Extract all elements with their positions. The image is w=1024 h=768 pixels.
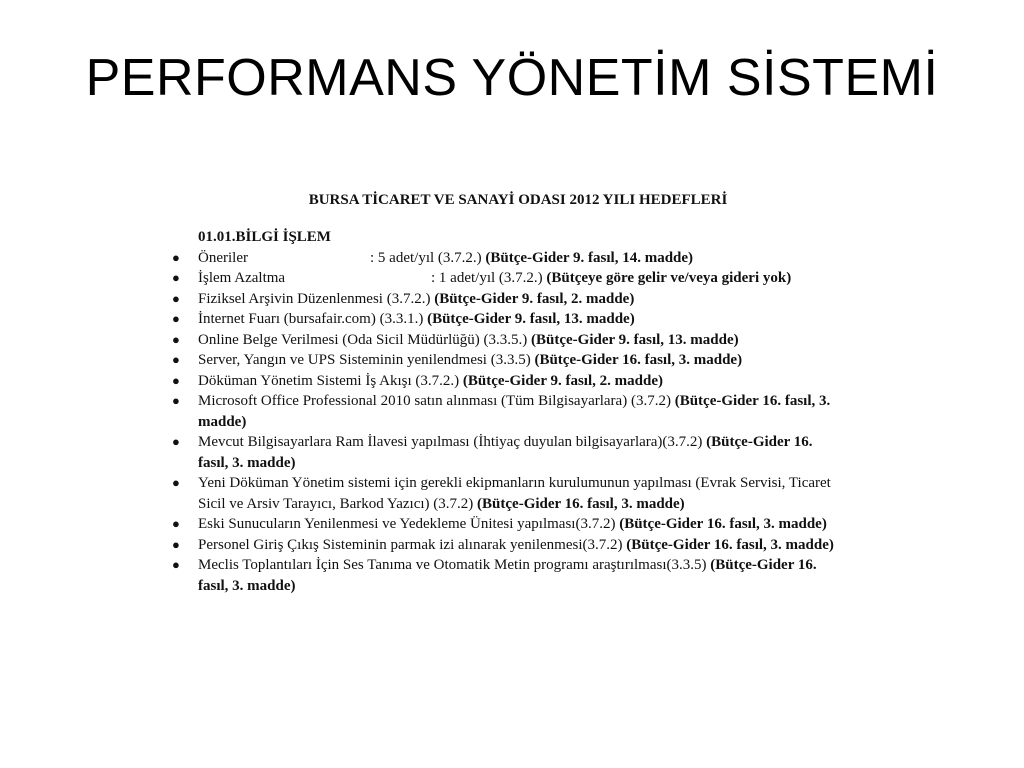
bullet-icon: ● xyxy=(172,557,180,572)
document-scan xyxy=(168,190,858,690)
list-item xyxy=(168,248,838,269)
bullet-icon: ● xyxy=(172,475,180,490)
item-text: Personel Giriş Çıkış Sisteminin parmak izi alınarak yenilenmesi(3.7.2) xyxy=(198,536,627,553)
item-budget: (Bütçe-Gider 9. fasıl, 2. madde) xyxy=(462,372,663,389)
list-item xyxy=(168,473,838,514)
bullet-icon: ● xyxy=(172,434,180,449)
item-budget: (Bütçeye göre gelir ve/veya gideri yok) xyxy=(546,270,792,286)
item-budget: (Bütçe-Gider 9. fasıl, 14. madde) xyxy=(485,249,694,266)
bullet-icon: ● xyxy=(172,516,180,531)
item-budget: (Bütçe-Gider 16. fasıl, 3. madde) xyxy=(198,557,817,594)
slide-title: PERFORMANS YÖNETİM SİSTEMİ xyxy=(85,49,939,107)
bullet-icon: ● xyxy=(172,249,180,265)
item-budget: (Bütçe-Gider 16. fasıl, 3. madde) xyxy=(534,352,743,368)
bullet-icon: ● xyxy=(172,372,180,388)
item-budget: (Bütçe-Gider 16. fasıl, 3. madde) xyxy=(198,434,813,471)
item-text: Fiziksel Arşivin Düzenlenmesi (3.7.2.) xyxy=(198,290,435,307)
item-text: : 5 adet/yıl (3.7.2.) xyxy=(370,249,486,266)
bullet-icon: ● xyxy=(172,536,180,552)
item-text: Eski Sunucuların Yenilenmesi ve Yedekleme Ünitesi yapılması(3.7.2) xyxy=(198,516,620,532)
document-heading: BURSA TİCARET VE SANAYİ ODASI 2012 YILI HEDEFLERİ xyxy=(308,192,728,208)
bullet-icon: ● xyxy=(172,393,180,408)
list-item xyxy=(168,309,838,330)
item-budget: (Bütçe-Gider 16. fasıl, 3. madde) xyxy=(626,536,834,553)
item-budget: (Bütçe-Gider 9. fasıl, 13. madde) xyxy=(427,311,635,327)
item-label: İşlem Azaltma xyxy=(198,270,286,286)
list-item xyxy=(168,289,838,310)
bullet-icon: ● xyxy=(172,331,180,347)
list-item xyxy=(168,535,838,556)
item-text: Döküman Yönetim Sistemi İş Akışı (3.7.2.) xyxy=(198,372,463,389)
bullet-icon: ● xyxy=(172,270,180,285)
item-text: Meclis Toplantıları İçin Ses Tanıma ve Otomatik Metin programı araştırılması(3.3.5) xyxy=(198,557,711,573)
item-budget: (Bütçe-Gider 16. fasıl, 3. madde) xyxy=(619,516,827,532)
section-title: 01.01.BİLGİ İŞLEM xyxy=(198,228,331,245)
list-item xyxy=(168,514,838,535)
item-label: Öneriler xyxy=(198,249,248,266)
bullet-icon: ● xyxy=(172,290,180,306)
list-item xyxy=(168,432,838,473)
bullet-icon: ● xyxy=(172,352,180,367)
item-text: Mevcut Bilgisayarlara Ram İlavesi yapılması (İhtiyaç duyulan bilgisayarlara)(3.7.2) xyxy=(198,434,707,450)
list-item xyxy=(168,330,838,351)
goal-list xyxy=(168,248,858,597)
item-text: Microsoft Office Professional 2010 satın alınması (Tüm Bilgisayarlara) (3.7.2) xyxy=(198,393,675,409)
item-budget: (Bütçe-Gider 16. fasıl, 3. madde) xyxy=(477,495,685,512)
item-text: : 1 adet/yıl (3.7.2.) xyxy=(431,270,547,286)
list-item xyxy=(168,391,838,432)
list-item xyxy=(168,350,838,371)
item-budget: (Bütçe-Gider 9. fasıl, 13. madde) xyxy=(531,331,739,348)
item-text: Yeni Döküman Yönetim sistemi için gerekli ekipmanların kurulumunun yapılması (Evrak Servisi, Ticaret Sicil ve Arsiv Tarayıcı, Barkod Yazıcı) (3.7.2) xyxy=(198,475,831,512)
item-text: Server, Yangın ve UPS Sisteminin yenilendmesi (3.3.5) xyxy=(198,352,535,368)
list-item xyxy=(168,371,838,392)
item-budget: (Bütçe-Gider 9. fasıl, 2. madde) xyxy=(434,290,635,307)
item-text: Online Belge Verilmesi (Oda Sicil Müdürlüğü) (3.3.5.) xyxy=(198,331,532,348)
item-text: İnternet Fuarı (bursafair.com) (3.3.1.) xyxy=(198,311,428,327)
item-budget: (Bütçe-Gider 16. fasıl, 3. madde) xyxy=(198,393,831,430)
bullet-icon: ● xyxy=(172,311,180,326)
list-item xyxy=(168,268,828,289)
list-item xyxy=(168,555,838,596)
